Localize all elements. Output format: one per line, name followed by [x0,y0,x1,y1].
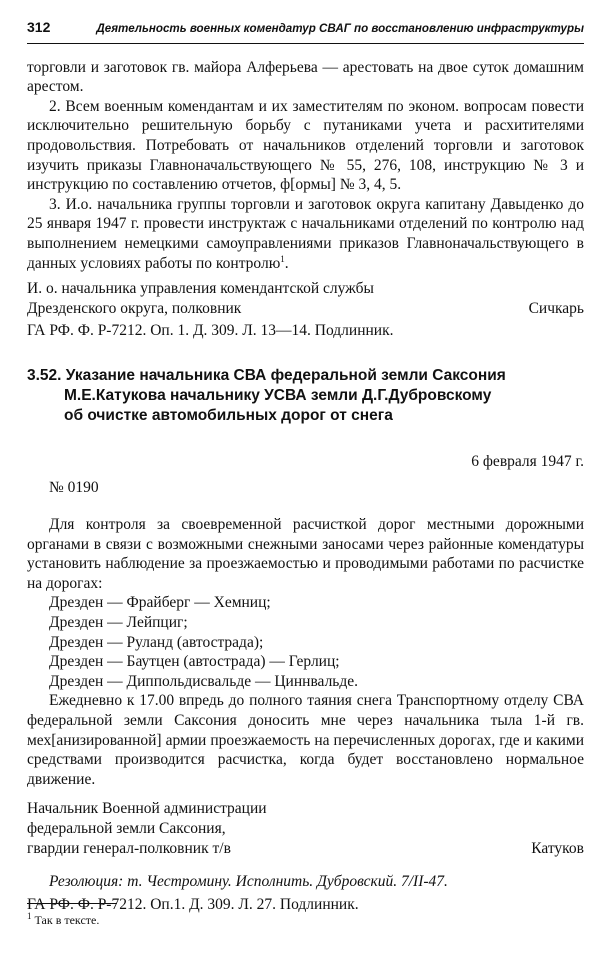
footnote-divider [27,903,117,904]
doc-title-line-1: 3.52. Указание начальника СВА федеральной земли Саксония [27,366,506,384]
doc-title-line-2: М.Е.Катукова начальнику УСВА земли Д.Г.Дубровскому [64,386,492,404]
running-header [27,18,584,44]
route-item: Дрезден — Баутцен (автострада) — Герлиц; [49,653,340,671]
footnote [27,911,99,931]
footnote-text: Так в тексте. [34,913,100,927]
doc-signature [27,799,584,858]
route-item: Дрезден — Лейпциг; [49,614,188,632]
doc-resolution: Резолюция: т. Честромину. Исполнить. Дубровский. 7/II-47. [49,873,448,891]
page-number: 312 [27,19,51,35]
prev-source: ГА РФ. Ф. Р-7212. Оп. 1. Д. 309. Л. 13—14. Подлинник. [27,322,394,340]
prev-signature-line-1: И. о. начальника управления комендантской службы [27,280,374,298]
footnote-number: 1 [27,911,32,921]
doc-number: № 0190 [49,478,99,496]
doc-date: 6 февраля 1947 г. [471,452,584,470]
doc-title [27,366,584,426]
prev-paragraph-3-text: 3. И.о. начальника группы торговли и заготовок округа капитану Давыденко до 25 января 1947 г. провести инструктаж с начальниками отделений по контролю над выполнением немецкими самоуправлениями приказов Главноначальствующего в данных условиях работы по контролю [27,195,584,272]
route-item: Дрезден — Руланд (автострада); [49,633,264,651]
prev-signature-name: Сичкарь [528,299,584,317]
prev-paragraph-3: 3. И.о. начальника группы торговли и заготовок округа капитану Давыденко до 25 января 1947 г. провести инструктаж с начальниками отделений по контролю над выполнением немецкими самоуправлениями приказов Главноначальствующего в данных условиях работы по контролю$^1$. [27,195,584,272]
doc-signature-line-2: федеральной земли Саксония, [27,820,226,837]
running-title: Деятельность военных комендатур СВАГ по восстановлению инфраструктуры [96,22,584,35]
footnote-mark: 1 [280,253,285,264]
route-item: Дрезден — Фрайберг — Хемниц; [49,594,271,612]
doc-signature-line-3: гвардии генерал-полковник т/в [27,839,231,857]
prev-signature-line-2: Дрезденского округа, полковник [27,299,242,317]
doc-intro: Для контроля за своевременной расчисткой дорог местными дорожными органами в связи с возможными снежными заносами через районные комендатуры установить наблюдение за проезжаемостью и проводимыми работами по расчистке на дорогах: [27,516,584,592]
doc-signature-name: Катуков [531,839,584,857]
doc-closing: Ежедневно к 17.00 впредь до полного таяния снега Транспортному отделу СВА федеральной земли Саксония доносить мне через начальника тыла 1-й гв. мех[анизированной] армии проезжаемость на перечисленных дорогах, где и какими средствами производится расчистка, когда будет восстановлено нормальное движение. [27,692,584,788]
doc-signature-position [27,799,267,858]
doc-signature-line-1: Начальник Военной администрации [27,800,267,818]
route-list [27,593,584,691]
doc-source: ГА РФ. Ф. Р-7212. Оп.1. Д. 309. Л. 27. Подлинник. [27,895,359,913]
prev-signature-position [27,279,374,318]
prev-signature [27,279,584,318]
prev-paragraph-1: торговли и заготовок гв. майора Алферьева — арестовать на двое суток домашним арестом. [27,58,584,96]
doc-title-line-3: об очистке автомобильных дорог от снега [64,406,393,424]
route-item: Дрезден — Диппольдисвальде — Циннвальде. [49,672,359,690]
prev-paragraph-2: 2. Всем военным комендантам и их заместителям по эконом. вопросам повести исключительно решительную борьбу с путаниками учета и расхитителями продовольствия. Потребовать от начальников отделений торговли и заготовок изучить приказы Главноначальствующего № 55, 276, 108, инструкцию № 3 и инструкцию по составлению отчетов, ф[ормы] № 3, 4, 5. [27,97,584,194]
